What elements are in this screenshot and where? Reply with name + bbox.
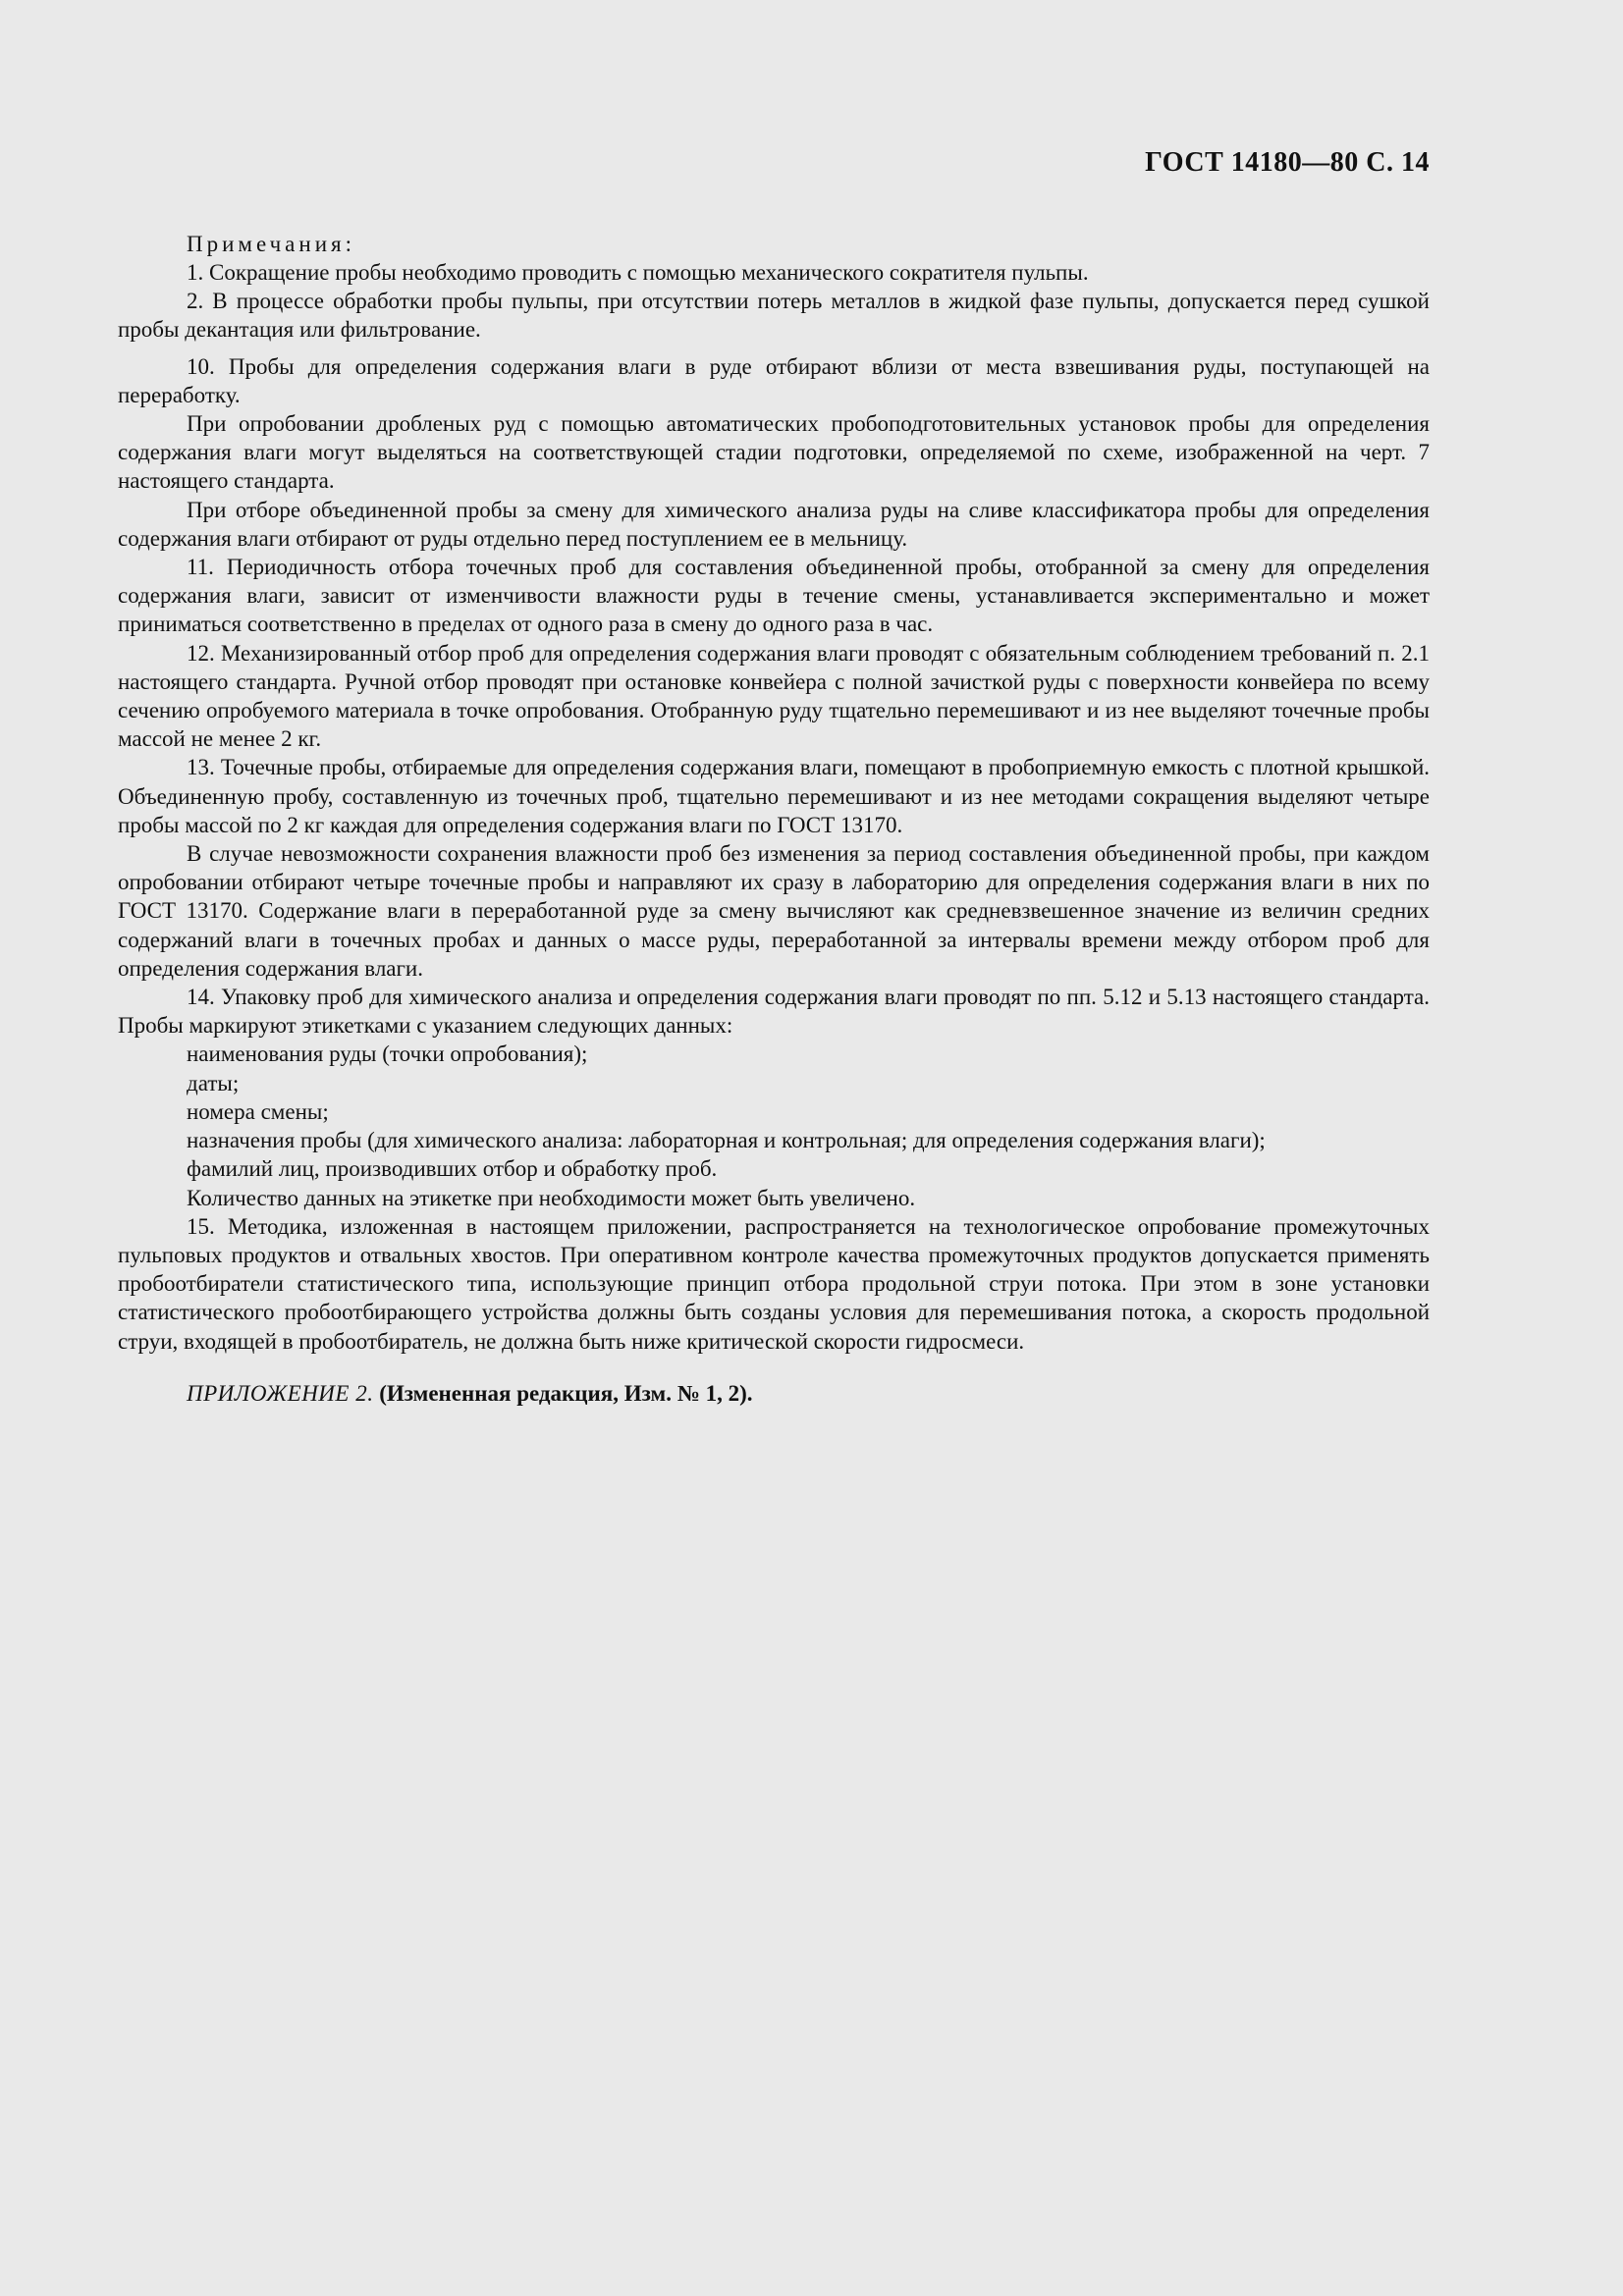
paragraph: В случае невозможности сохранения влажности проб без изменения за период составления объединенной пробы, при каждом опробовании отбирают четыре точечные пробы и направляют их сразу в лабораторию для определения содержания влаги в них по ГОСТ 13170. Содержание влаги в переработанной руде за смену вычисляют как средневзвешенное значение из величин средних содержаний влаги в точечных пробах и данных о массе руды, переработанной за интервалы времени между отбором проб для определения содержания влаги. xyxy=(118,841,1430,981)
clause-15: 15. Методика, изложенная в настоящем приложении, распространяется на технологическое опробование промежуточных пульповых продуктов и отвальных хвостов. При оперативном контроле качества промежуточных продуктов допускается применять пробоотбиратели статистического типа, использующие принцип отбора продольной струи потока. При этом в зоне установки статистического пробоотбирающего устройства должны быть созданы условия для перемешивания потока, а скорость продольной струи, входящей в пробоотбиратель, не должна быть ниже критической скорости гидросмеси. xyxy=(118,1213,1430,1354)
paragraph: При отборе объединенной пробы за смену для химического анализа руды на сливе классификатора пробы для определения содержания влаги отбирают от руды отдельно перед поступлением ее в мельницу. xyxy=(118,497,1430,551)
clause-12: 12. Механизированный отбор проб для определения содержания влаги проводят с обязательным соблюдением требований п. 2.1 настоящего стандарта. Ручной отбор проводят при остановке конвейера с полной зачисткой руды с поверхности конвейера по всему сечению опробуемого материала в точке опробования. Отобранную руду тщательно перемешивают и из нее выделяют точечные пробы массой не менее 2 кг. xyxy=(118,640,1430,752)
paragraph: При опробовании дробленых руд с помощью автоматических пробоподготовительных установок пробы для определения содержания влаги могут выделяться на соответствующей стадии подготовки, определяемой по схеме, изображенной на черт. 7 настоящего стандарта. xyxy=(118,411,1430,494)
clause-13: 13. Точечные пробы, отбираемые для определения содержания влаги, помещают в пробоприемную емкость с плотной крышкой. Объединенную пробу, составленную из точечных проб, тщательно перемешивают и из нее методами сокращения выделяют четыре пробы массой по 2 кг каждая для определения содержания влаги по ГОСТ 13170. xyxy=(118,755,1430,837)
list-item: назначения пробы (для химического анализа: лабораторная и контрольная; для определения содержания влаги); xyxy=(187,1128,1266,1153)
list-item: наименования руды (точки опробования); xyxy=(187,1041,588,1067)
list-item: номера смены; xyxy=(187,1098,329,1124)
list-item: фамилий лиц, производивших отбор и обработку проб. xyxy=(187,1156,718,1182)
clause-14: 14. Упаковку проб для химического анализа и определения содержания влаги проводят по пп. 5.12 и 5.13 настоящего стандарта. Пробы маркируют этикетками с указанием следующих данных: xyxy=(118,985,1430,1039)
list-item: даты; xyxy=(187,1070,240,1095)
clause-11: 11. Периодичность отбора точечных проб для составления объединенной пробы, отобранной за смену для определения содержания влаги, зависит от изменчивости влажности руды в течение смены, устанавливается экспериментально и может приниматься соответственно в пределах от одного раза в смену до одного раза в час. xyxy=(118,555,1430,637)
document-page xyxy=(118,147,1430,1408)
page-header: ГОСТ 14180—80 С. 14 xyxy=(1145,147,1430,178)
appendix-label: ПРИЛОЖЕНИЕ 2. xyxy=(187,1380,374,1406)
note-2: 2. В процессе обработки пробы пульпы, при отсутствии потерь металлов в жидкой фазе пульпы, допускается перед сушкой пробы декантация или фильтрование. xyxy=(118,289,1430,343)
notes-title: Примечания: xyxy=(187,232,355,256)
note-1: 1. Сокращение пробы необходимо проводить с помощью механического сократителя пульпы. xyxy=(187,260,1089,285)
clause-10: 10. Пробы для определения содержания влаги в руде отбирают вблизи от места взвешивания руды, поступающей на переработку. xyxy=(118,353,1430,407)
revision-note: (Измененная редакция, Изм. № 1, 2). xyxy=(379,1380,753,1406)
paragraph: Количество данных на этикетке при необходимости может быть увеличено. xyxy=(187,1185,916,1210)
appendix-note xyxy=(118,1379,1430,1408)
